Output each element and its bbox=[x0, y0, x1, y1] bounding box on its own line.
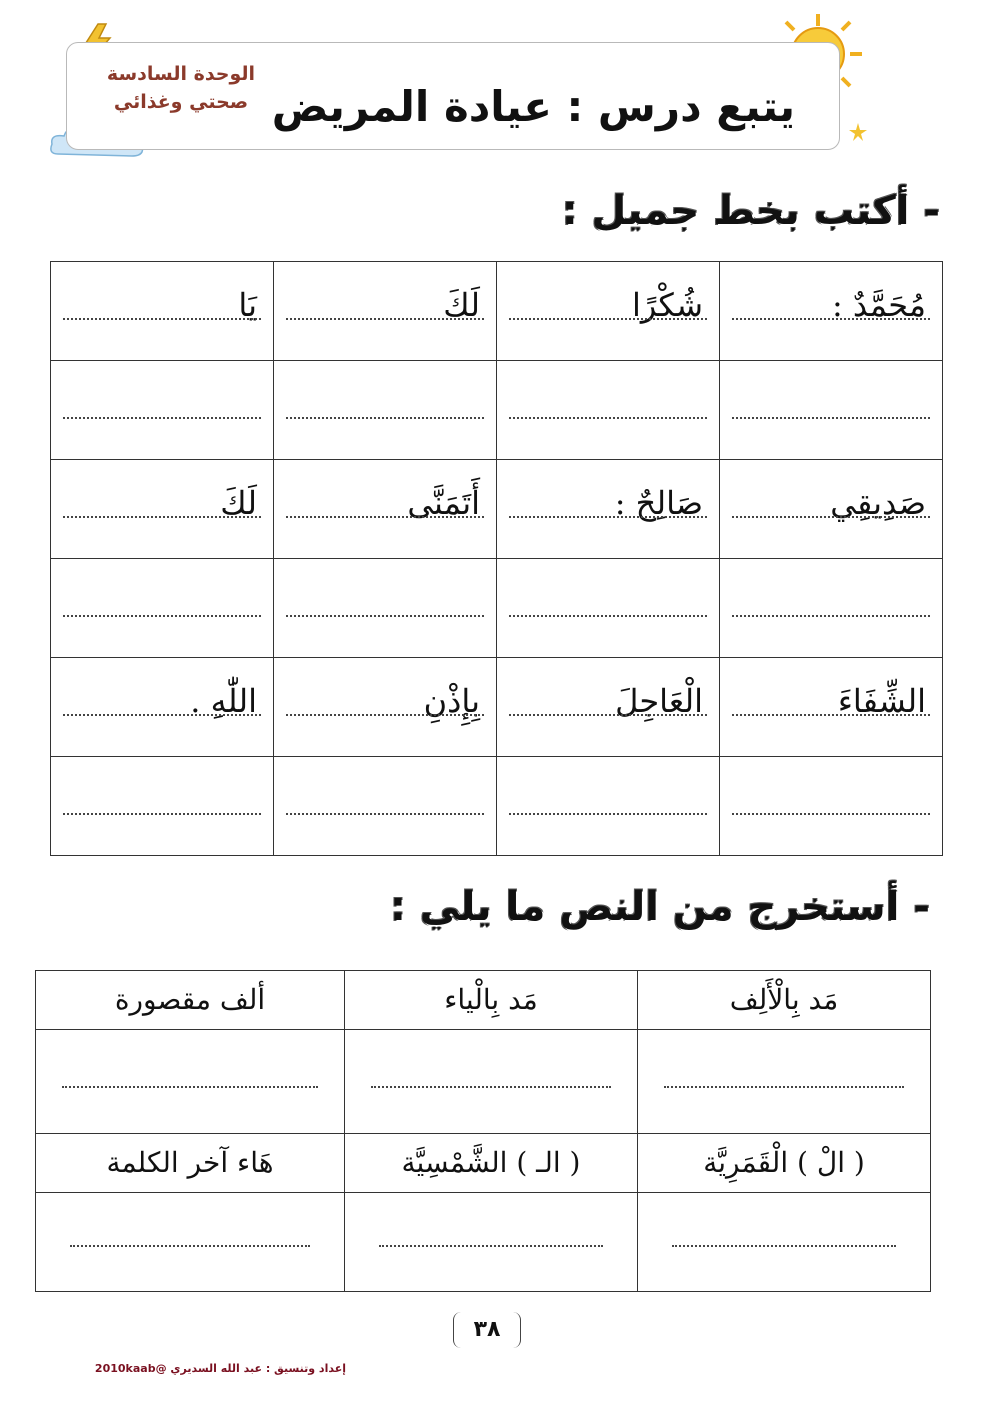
writing-cell[interactable] bbox=[720, 559, 943, 658]
header-cell bbox=[36, 971, 345, 1030]
word-cell[interactable] bbox=[497, 658, 720, 757]
dotted-line bbox=[286, 417, 484, 419]
dotted-line bbox=[732, 417, 930, 419]
dotted-line bbox=[63, 516, 261, 518]
table-row bbox=[51, 460, 943, 559]
dotted-line bbox=[509, 516, 707, 518]
answer-cell[interactable] bbox=[638, 1030, 931, 1134]
word-cell[interactable] bbox=[720, 658, 943, 757]
dotted-line bbox=[664, 1086, 904, 1088]
dotted-line bbox=[732, 516, 930, 518]
answer-cell[interactable] bbox=[36, 1193, 345, 1292]
header-cell bbox=[345, 1134, 638, 1193]
dotted-line bbox=[509, 417, 707, 419]
writing-cell[interactable] bbox=[720, 361, 943, 460]
word-cell[interactable] bbox=[51, 262, 274, 361]
word-cell[interactable] bbox=[274, 262, 497, 361]
word-cell[interactable] bbox=[274, 460, 497, 559]
model-word: الشِّفَاءَ bbox=[837, 682, 926, 720]
page-number: ٣٨ bbox=[453, 1312, 521, 1348]
dotted-line bbox=[63, 615, 261, 617]
model-word: لَكَ bbox=[220, 484, 257, 522]
word-cell[interactable] bbox=[720, 460, 943, 559]
dotted-line bbox=[732, 813, 930, 815]
star-icon bbox=[848, 122, 868, 142]
writing-cell[interactable] bbox=[51, 559, 274, 658]
extract-table bbox=[35, 970, 931, 1292]
dotted-line bbox=[509, 813, 707, 815]
header-text: مَد بِالْأَلِف bbox=[729, 983, 839, 1016]
dotted-line bbox=[70, 1245, 310, 1247]
dotted-line bbox=[732, 714, 930, 716]
model-word: يَا bbox=[238, 286, 257, 324]
header-cell bbox=[36, 1134, 345, 1193]
writing-cell[interactable] bbox=[497, 361, 720, 460]
writing-cell[interactable] bbox=[720, 757, 943, 856]
header-text: ( الـ ) الشَّمْسِيَّة bbox=[401, 1146, 581, 1179]
table-row bbox=[51, 757, 943, 856]
model-word: صَدِيقِي bbox=[830, 484, 926, 522]
dotted-line bbox=[286, 516, 484, 518]
dotted-line bbox=[672, 1245, 896, 1247]
answer-cell[interactable] bbox=[345, 1030, 638, 1134]
header-cell bbox=[638, 971, 931, 1030]
model-word: اللّٰهِ . bbox=[190, 682, 257, 720]
dotted-line bbox=[509, 615, 707, 617]
unit-line2: صحتي وغذائي bbox=[113, 91, 249, 113]
model-word: أَتَمَنَّى bbox=[407, 484, 480, 522]
unit-line1: الوحدة السادسة bbox=[106, 63, 256, 85]
dotted-line bbox=[732, 318, 930, 320]
word-cell[interactable] bbox=[51, 460, 274, 559]
dotted-line bbox=[62, 1086, 318, 1088]
dotted-line bbox=[286, 813, 484, 815]
word-cell[interactable] bbox=[274, 658, 497, 757]
dotted-line bbox=[286, 318, 484, 320]
header-text: هَاء آخر الكلمة bbox=[106, 1146, 274, 1179]
dotted-line bbox=[63, 318, 261, 320]
word-cell[interactable] bbox=[497, 460, 720, 559]
header-cell bbox=[345, 971, 638, 1030]
dotted-line bbox=[63, 813, 261, 815]
header-text: ( الْ ) الْقَمَرِيَّة bbox=[703, 1146, 865, 1179]
dotted-line bbox=[509, 714, 707, 716]
table-row bbox=[51, 262, 943, 361]
model-word: صَالِحٌ : bbox=[614, 484, 703, 522]
dotted-line bbox=[63, 714, 261, 716]
header-cell bbox=[638, 1134, 931, 1193]
writing-table bbox=[50, 261, 943, 856]
header-text: ألف مقصورة bbox=[114, 983, 266, 1016]
writing-cell[interactable] bbox=[51, 757, 274, 856]
dotted-line bbox=[286, 615, 484, 617]
section1-title: - أكتب بخط جميل : bbox=[561, 188, 940, 234]
dotted-line bbox=[732, 615, 930, 617]
credit-line: إعداد وتنسيق : عبد الله السديري @2010kaab bbox=[94, 1362, 346, 1375]
answer-cell[interactable] bbox=[638, 1193, 931, 1292]
dotted-line bbox=[371, 1086, 611, 1088]
table-row bbox=[36, 1193, 931, 1292]
lesson-title: يتبع درس : عيادة المريض bbox=[271, 82, 795, 131]
dotted-line bbox=[63, 417, 261, 419]
model-word: لَكَ bbox=[443, 286, 480, 324]
word-cell[interactable] bbox=[51, 658, 274, 757]
table-row bbox=[51, 559, 943, 658]
answer-cell[interactable] bbox=[36, 1030, 345, 1134]
dotted-line bbox=[286, 714, 484, 716]
unit-label bbox=[96, 60, 266, 124]
writing-cell[interactable] bbox=[274, 559, 497, 658]
table-row bbox=[36, 971, 931, 1030]
writing-cell[interactable] bbox=[497, 757, 720, 856]
section2-title: - أستخرج من النص ما يلي : bbox=[389, 884, 930, 930]
writing-cell[interactable] bbox=[51, 361, 274, 460]
table-row bbox=[36, 1134, 931, 1193]
table-row bbox=[36, 1030, 931, 1134]
model-word: الْعَاجِلَ bbox=[615, 682, 703, 720]
word-cell[interactable] bbox=[720, 262, 943, 361]
model-word: بِإِذْنِ bbox=[423, 682, 480, 720]
dotted-line bbox=[379, 1245, 603, 1247]
writing-cell[interactable] bbox=[274, 361, 497, 460]
table-row bbox=[51, 658, 943, 757]
dotted-line bbox=[509, 318, 707, 320]
answer-cell[interactable] bbox=[345, 1193, 638, 1292]
model-word: مُحَمَّدٌ : bbox=[831, 286, 926, 324]
model-word: شُكْرًا bbox=[631, 286, 703, 324]
header-text: مَد بِالْياء bbox=[444, 983, 538, 1016]
writing-cell[interactable] bbox=[274, 757, 497, 856]
writing-cell[interactable] bbox=[497, 559, 720, 658]
table-row bbox=[51, 361, 943, 460]
word-cell[interactable] bbox=[497, 262, 720, 361]
